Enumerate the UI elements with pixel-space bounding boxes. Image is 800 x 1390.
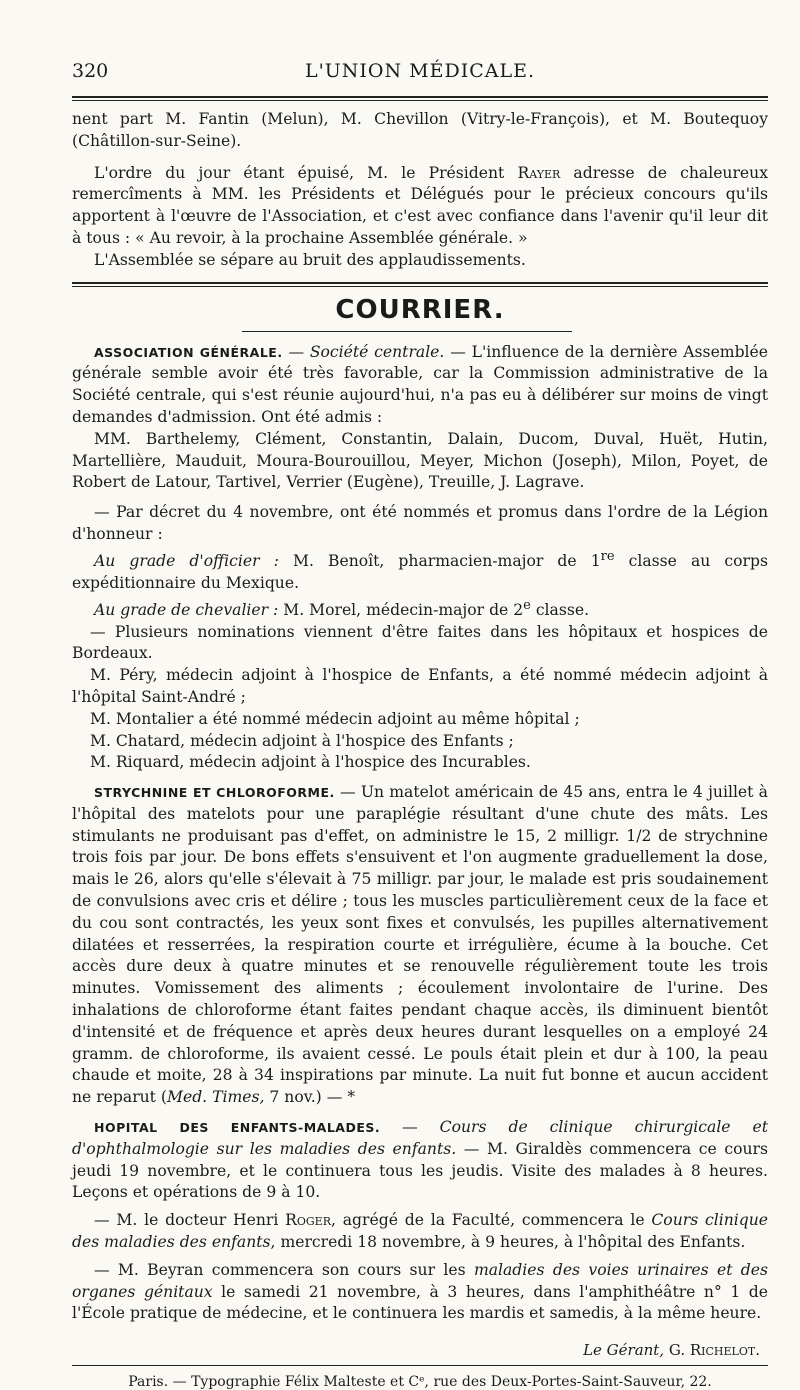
nomination-line: M. Riquard, médecin adjoint à l'hospice des Incurables. bbox=[90, 753, 531, 772]
strychnine-paragraph bbox=[72, 782, 768, 1109]
signature bbox=[72, 1341, 768, 1359]
officier-paragraph bbox=[72, 546, 768, 595]
signature-label: Le Gérant, bbox=[583, 1341, 665, 1360]
intro-paragraph-3: L'Assemblée se sépare au bruit des applaudissements. bbox=[94, 250, 526, 269]
footer-rule bbox=[72, 1365, 768, 1366]
nomination-line: M. Montalier a été nommé médecin adjoint au même hôpital ; bbox=[90, 709, 580, 728]
strychnine-source: Med. Times, bbox=[167, 1088, 265, 1107]
roger-course: Cours clinique des maladies des enfants bbox=[72, 1211, 768, 1252]
hopital-paragraph bbox=[72, 1117, 768, 1204]
header-rule bbox=[72, 96, 768, 101]
nominations-list bbox=[72, 622, 768, 775]
intro-paragraph-2 bbox=[72, 163, 768, 250]
title-underline bbox=[242, 331, 572, 332]
roger-paragraph bbox=[72, 1210, 768, 1254]
signature-initial: G. bbox=[668, 1341, 690, 1360]
association-text: — L'influence de la dernière Assemblée générale semble avoir été très favorable, car la Commission administrative de la Société centrale, qui s'est réunie aujourd'hui, n'a pas eu à délibérer sur moins de vingt demandes d'admission. Ont été admis : bbox=[72, 342, 769, 426]
signature-name: Richelot bbox=[689, 1341, 756, 1360]
beyran-text: — M. Beyran commencera son cours sur les bbox=[94, 1260, 474, 1279]
roger-text-end: , mercredi 18 novembre, à 9 heures, à l'hôpital des Enfants. bbox=[270, 1233, 746, 1252]
rubric-strychnine: STRYCHNINE ET CHLOROFORME. bbox=[94, 785, 335, 801]
strychnine-text-end: 7 nov.) — * bbox=[264, 1088, 356, 1107]
officier-text: M. Benoît, pharmacien-major de 1 bbox=[278, 551, 601, 570]
chevalier-text: M. Morel, médecin-major de 2 bbox=[278, 600, 524, 619]
roger-text: — M. le docteur Henri bbox=[94, 1211, 286, 1230]
intro-text: L'ordre du jour étant épuisé, M. le Président bbox=[94, 163, 518, 182]
nomination-line: M. Chatard, médecin adjoint à l'hospice des Enfants ; bbox=[90, 731, 514, 750]
imprint: Paris. — Typographie Félix Malteste et Cᵉ, rue des Deux-Portes-Saint-Sauveur, 22. bbox=[128, 1374, 712, 1390]
intro-paragraph-1: nent part M. Fantin (Melun), M. Chevillon (Vitry-le-François), et M. Boutequoy (Châtillon-sur-Seine). bbox=[72, 110, 768, 150]
beyran-text-end: le samedi 21 novembre, à 3 heures, dans l'amphithéâtre n° 1 de l'École pratique de médecine, et le continuera les mardis et samedis, à la même heure. bbox=[72, 1282, 769, 1323]
page bbox=[72, 60, 768, 1390]
officier-text-end: classe au corps expéditionnaire du Mexique. bbox=[72, 551, 768, 592]
roger-text-mid: , agrégé de la Faculté, commencera le bbox=[331, 1211, 652, 1230]
strychnine-text: — Un matelot américain de 45 ans, entra le 4 juillet à l'hôpital des matelots pour une paraplégie résultant d'une chute des mâts. Les stimulants ne produisant pas d'effet, on administre le 15, 2 milligr. 1/2 de strychnine trois fois par jour. De bons effets s'ensuivent et l'on augmente graduellement la dose, mais le 26, alors qu'elle s'élevait à 75 milligr. par jour, le malade est pris soudainement de convulsions avec cris et délire ; tous les muscles particulièrement ceux de la face et du cou sont contractés, les yeux sont fixes et convulsés, les pupilles alternativement dilatées et resserrées, la respiration courte et irrégulière, écume à la bouche. Cet accès dure deux à quatre minutes et se renouvelle régulièrement toute les trois minutes. Vomissement des aliments ; écoulement involontaire de l'urine. Des inhalations de chloroforme étant faites pendant chaque accès, ils diminuent bientôt d'intensité et de fréquence et après deux heures durant lesquelles on a employé 24 gramm. de chloroforme, ils avaient cessé. Le pouls était plein et dur à 100, la peau chaude et moite, 28 à 34 inspirations par minute. La nuit fut bonne et aucun accident ne reparut ( bbox=[72, 783, 768, 1107]
rubric-hopital: HOPITAL DES ENFANTS-MALADES. bbox=[94, 1120, 381, 1136]
beyran-paragraph bbox=[72, 1260, 768, 1325]
president-name: Rayer bbox=[517, 163, 561, 182]
page-header bbox=[72, 60, 768, 90]
officier-label: Au grade d'officier : bbox=[94, 551, 279, 570]
officier-sup: re bbox=[600, 548, 615, 564]
chevalier-label: Au grade de chevalier : bbox=[94, 600, 279, 619]
roger-name: Roger bbox=[285, 1211, 331, 1230]
association-subtitle: — Société centrale. bbox=[288, 342, 445, 361]
nomination-line: M. Péry, médecin adjoint à l'hospice de Enfants, a été nommé médecin adjoint à l'hôpital Saint-André ; bbox=[72, 666, 768, 706]
rubric-association: ASSOCIATION GÉNÉRALE. bbox=[94, 344, 283, 360]
signature-end: . bbox=[755, 1341, 760, 1360]
intro-text-continued: adresse de chaleureux remercîments à MM. les Présidents et Délégués pour le précieux concours qu'ils apportent à l'œuvre de l'Association, et c'est avec confiance dans l'avenir qu'il leur dit à tous : « Au revoir, à la prochaine Assemblée générale. » bbox=[72, 163, 768, 247]
section-rule bbox=[72, 282, 768, 287]
chevalier-text-end: classe. bbox=[530, 600, 590, 619]
page-number: 320 bbox=[72, 60, 109, 82]
hopital-subtitle: — Cours de clinique chirurgicale et d'ophthalmologie sur les maladies des enfants. bbox=[72, 1118, 769, 1158]
chevalier-paragraph bbox=[72, 595, 768, 622]
chevalier-sup: e bbox=[523, 597, 531, 613]
hopital-text: — M. Giraldès commencera ce cours jeudi 19 novembre, et le continuera tous les jeudis. Visite des malades à 8 heures. Leçons et opérations de 9 à 10. bbox=[72, 1139, 768, 1202]
beyran-course: maladies des voies urinaires et des organes génitaux bbox=[72, 1260, 769, 1301]
nomination-line: — Plusieurs nominations viennent d'être faites dans les hôpitaux et hospices de Bordeaux. bbox=[72, 622, 768, 663]
association-paragraph bbox=[72, 342, 768, 429]
legion-decree: — Par décret du 4 novembre, ont été nommés et promus dans l'ordre de la Légion d'honneur : bbox=[72, 503, 768, 543]
section-title: COURRIER. bbox=[335, 294, 505, 325]
running-title: L'UNION MÉDICALE. bbox=[304, 60, 536, 82]
admitted-names: MM. Barthelemy, Clément, Constantin, Dalain, Ducom, Duval, Huët, Hutin, Martellière, Mauduit, Moura-Bourouillou, Meyer, Michon (Joseph), Milon, Poyet, de Robert de Latour, Tartivel, Verrier (Eugène), Treuille, J. Lagrave. bbox=[72, 429, 768, 492]
